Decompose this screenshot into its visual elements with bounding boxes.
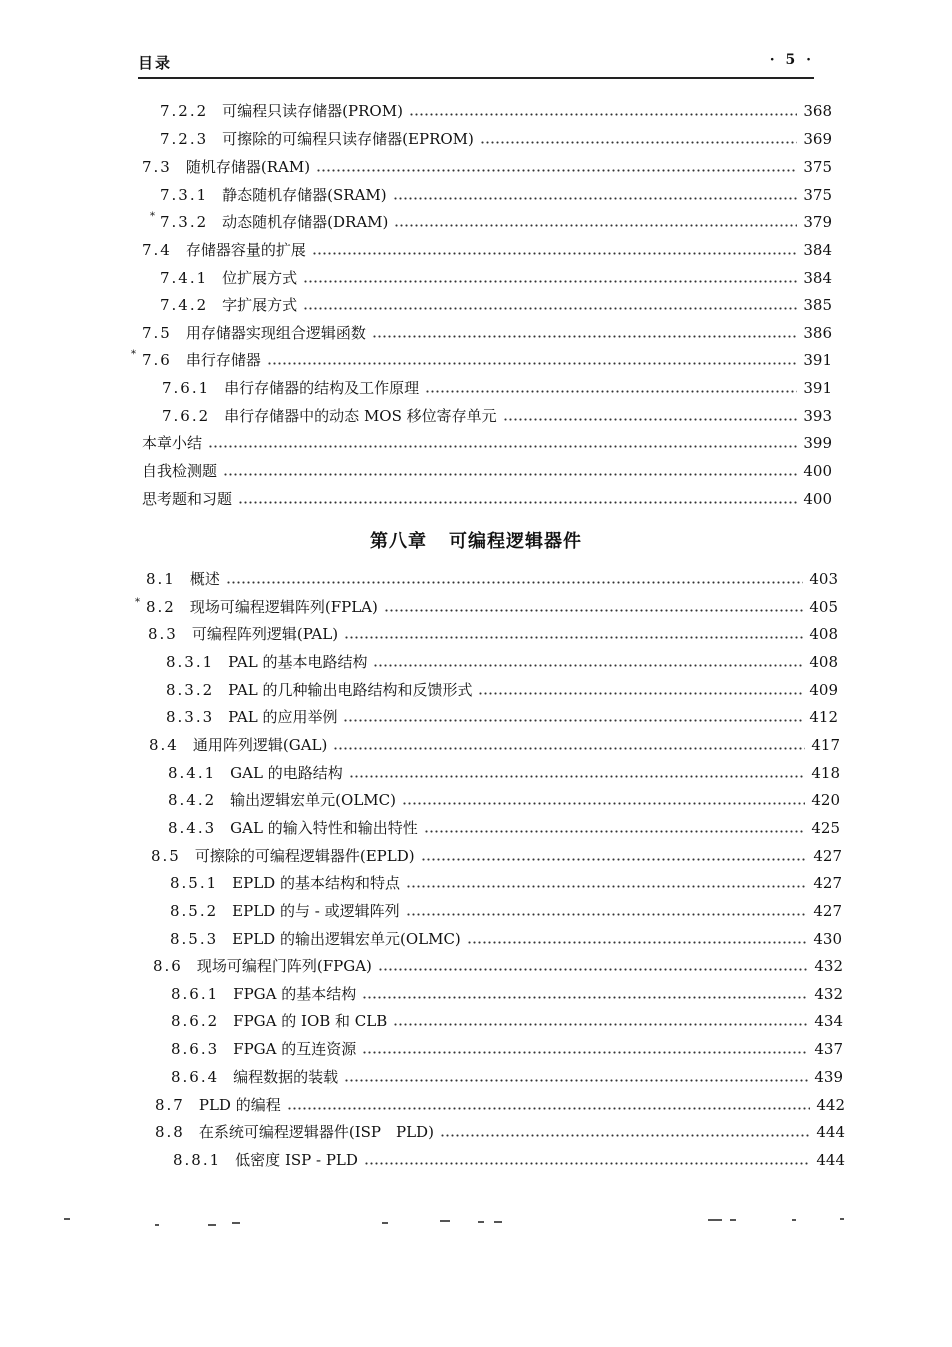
toc-entry-title: EPLD 的基本结构和特点 (232, 874, 400, 892)
toc-entry[interactable] (160, 291, 832, 315)
dot-leader (303, 301, 797, 311)
toc-entry-title: PAL 的几种输出电路结构和反馈形式 (228, 681, 473, 699)
toc-entry-page: 432 (814, 985, 843, 1003)
toc-entry-number: 7.3.2 (160, 213, 209, 231)
running-header (138, 50, 814, 72)
toc-entry[interactable] (146, 593, 838, 617)
toc-entry[interactable] (171, 980, 843, 1004)
toc-entry-number: 8.5.2 (170, 902, 219, 920)
dot-leader (287, 1101, 811, 1111)
toc-entry-title: 串行存储器 (185, 351, 261, 369)
toc-entry-page: 432 (814, 957, 843, 975)
toc-entry-title: 编程数据的装载 (233, 1068, 339, 1086)
toc-entry-number: 7.4.2 (160, 296, 209, 314)
toc-entry[interactable] (160, 181, 832, 205)
toc-entry[interactable] (168, 759, 840, 783)
toc-entry-number: 7.6 (142, 351, 172, 369)
toc-entry-page: 418 (811, 764, 840, 782)
toc-entry[interactable] (149, 731, 840, 755)
toc-entry-title: 串行存储器中的动态 MOS 移位寄存单元 (224, 407, 497, 425)
toc-entry-title: FPGA 的互连资源 (233, 1040, 357, 1058)
toc-entry-page: 420 (811, 791, 840, 809)
toc-entry-number: 7.4 (142, 241, 172, 259)
toc-entry-number: 8.4.2 (168, 791, 217, 809)
toc-entry-title: PAL 的应用举例 (228, 708, 338, 726)
toc-entry-number: 8.3.1 (166, 653, 215, 671)
toc-entry-title: FPGA 的基本结构 (233, 985, 357, 1003)
toc-entry-page: 425 (811, 819, 840, 837)
dot-leader (503, 412, 798, 422)
toc-entry-number: 8.5 (151, 847, 181, 865)
toc-entry-title: 在系统可编程逻辑器件(ISP PLD) (198, 1123, 434, 1141)
dot-leader (402, 796, 805, 806)
toc-entry-page: 427 (813, 847, 842, 865)
toc-entry[interactable] (146, 565, 838, 589)
toc-entry[interactable] (168, 786, 840, 810)
toc-entry-page: 405 (809, 598, 838, 616)
chapter-title: 可编程逻辑器件 (449, 531, 582, 552)
toc-entry-page: 430 (813, 930, 842, 948)
toc-entry[interactable] (142, 319, 832, 343)
toc-entry[interactable] (153, 952, 843, 976)
toc-entry-page: 403 (809, 570, 838, 588)
toc-entry[interactable] (148, 620, 838, 644)
toc-entry-number: 8.3 (148, 625, 178, 643)
toc-entry-page: 385 (803, 296, 832, 314)
toc-entry[interactable] (166, 676, 838, 700)
toc-entry-number: 7.4.1 (160, 269, 209, 287)
toc-entry-number: 8.4.3 (168, 819, 217, 837)
dot-leader (238, 495, 797, 505)
toc-entry[interactable] (170, 869, 842, 893)
dot-leader (343, 713, 803, 723)
dot-leader (226, 575, 803, 585)
scan-artifacts (60, 1214, 860, 1230)
toc-entry[interactable] (162, 402, 832, 426)
toc-entry[interactable] (162, 374, 832, 398)
dot-leader (267, 356, 797, 366)
dot-leader (208, 439, 797, 449)
toc-entry-title: 本章小结 (142, 434, 203, 452)
toc-entry-title: 随机存储器(RAM) (185, 158, 311, 176)
dot-leader (394, 218, 797, 228)
toc-entry-number: 8.3.3 (166, 708, 215, 726)
toc-entry-page: 391 (803, 379, 832, 397)
dot-leader (393, 191, 798, 201)
toc-entry[interactable] (171, 1007, 843, 1031)
toc-entry-title: 可擦除的可编程只读存储器(EPROM) (222, 130, 474, 148)
toc-entry[interactable] (160, 97, 832, 121)
toc-entry-number: 8.6.1 (171, 985, 220, 1003)
toc-entry-page: 375 (803, 158, 832, 176)
toc-entry-number: 7.6.2 (162, 407, 211, 425)
dot-leader (384, 603, 804, 613)
toc-entry[interactable] (151, 842, 842, 866)
toc-entry-page: 409 (809, 681, 838, 699)
toc-entry-number: 7.2.3 (160, 130, 209, 148)
dot-leader (378, 962, 808, 972)
toc-entry-number: 8.2 (146, 598, 176, 616)
toc-entry-title: FPGA 的 IOB 和 CLB (233, 1012, 388, 1030)
dot-leader (344, 630, 803, 640)
header-title: 目录 (138, 54, 173, 72)
dot-leader (362, 990, 808, 1000)
toc-entry[interactable] (155, 1118, 845, 1142)
dot-leader (316, 163, 797, 173)
toc-entry-title: GAL 的电路结构 (230, 764, 343, 782)
toc-entry-title: 串行存储器的结构及工作原理 (224, 379, 420, 397)
toc-entry-title: 思考题和习题 (142, 490, 233, 508)
toc-entry[interactable] (170, 897, 842, 921)
dot-leader (421, 852, 808, 862)
toc-entry-title: 现场可编程门阵列(FPGA) (196, 957, 372, 975)
toc-entry-title: 存储器容量的扩展 (185, 241, 306, 259)
toc-entry-title: 动态随机存储器(DRAM) (222, 213, 389, 231)
optional-section-mark: * (131, 349, 136, 360)
toc-entry-page: 427 (813, 874, 842, 892)
toc-entry-title: 用存储器实现组合逻辑函数 (185, 324, 366, 342)
dot-leader (393, 1017, 808, 1027)
toc-entry-page: 444 (816, 1151, 845, 1169)
dot-leader (364, 1156, 810, 1166)
dot-leader (372, 329, 797, 339)
dot-leader (333, 741, 805, 751)
dot-leader (373, 658, 803, 668)
toc-entry-title: 可编程只读存储器(PROM) (222, 102, 403, 120)
toc-entry[interactable] (166, 648, 838, 672)
toc-entry[interactable] (173, 1146, 845, 1170)
dot-leader (424, 824, 806, 834)
toc-entry-title: 字扩展方式 (222, 296, 298, 314)
toc-entry-title: GAL 的输入特性和输出特性 (230, 819, 418, 837)
toc-entry[interactable] (142, 457, 832, 481)
toc-entry[interactable] (171, 1063, 843, 1087)
toc-entry-page: 384 (803, 241, 832, 259)
toc-entry-number: 7.2.2 (160, 102, 209, 120)
toc-entry-page: 369 (803, 130, 832, 148)
toc-entry[interactable] (168, 814, 840, 838)
toc-entry-page: 442 (816, 1096, 845, 1114)
toc-entry-page: 379 (803, 213, 832, 231)
toc-entry-page: 399 (803, 434, 832, 452)
toc-entry-page: 408 (809, 653, 838, 671)
toc-entry-page: 437 (814, 1040, 843, 1058)
toc-entry[interactable] (155, 1091, 845, 1115)
toc-entry-page: 391 (803, 351, 832, 369)
toc-entry-number: 8.4 (149, 736, 179, 754)
toc-entry-number: 8.8.1 (173, 1151, 222, 1169)
dot-leader (344, 1073, 808, 1083)
toc-entry-page: 400 (803, 490, 832, 508)
toc-entry-number: 8.6.3 (171, 1040, 220, 1058)
toc-entry-title: 低密度 ISP - PLD (235, 1151, 358, 1169)
toc-entry-title: EPLD 的输出逻辑宏单元(OLMC) (232, 930, 461, 948)
toc-entry-title: 静态随机存储器(SRAM) (222, 186, 387, 204)
header-rule (138, 77, 814, 79)
toc-entry-page: 427 (813, 902, 842, 920)
toc-entry-page: 400 (803, 462, 832, 480)
toc-entry[interactable] (170, 925, 842, 949)
dot-leader (467, 935, 808, 945)
toc-entry[interactable] (142, 236, 832, 260)
optional-section-mark: * (150, 211, 155, 222)
toc-entry-title: PAL 的基本电路结构 (228, 653, 368, 671)
toc-entry-title: 可擦除的可编程逻辑器件(EPLD) (194, 847, 415, 865)
toc-entry-number: 8.8 (155, 1123, 185, 1141)
toc-entry-title: PLD 的编程 (198, 1096, 281, 1114)
toc-entry-number: 8.6.4 (171, 1068, 220, 1086)
dot-leader (349, 769, 806, 779)
toc-entry-page: 417 (811, 736, 840, 754)
toc-entry-number: 7.3.1 (160, 186, 209, 204)
toc-entry[interactable] (160, 264, 832, 288)
toc-entry-number: 7.3 (142, 158, 172, 176)
toc-entry-title: 通用阵列逻辑(GAL) (192, 736, 328, 754)
toc-entry-page: 412 (809, 708, 838, 726)
toc-entry-number: 8.5.3 (170, 930, 219, 948)
toc-entry[interactable] (160, 208, 832, 232)
chapter-label: 第八章 (370, 531, 427, 552)
toc-entry-page: 384 (803, 269, 832, 287)
toc-entry-number: 8.1 (146, 570, 176, 588)
toc-entry-title: 输出逻辑宏单元(OLMC) (230, 791, 396, 809)
toc-entry[interactable] (160, 125, 832, 149)
toc-entry[interactable] (166, 703, 838, 727)
toc-entry[interactable] (142, 429, 832, 453)
toc-entry-title: 可编程阵列逻辑(PAL) (191, 625, 339, 643)
dot-leader (303, 274, 797, 284)
toc-entry-number: 8.7 (155, 1096, 185, 1114)
toc-entry-page: 393 (803, 407, 832, 425)
toc-entry[interactable] (142, 485, 832, 509)
toc-entry-number: 7.5 (142, 324, 172, 342)
toc-entry-title: 概述 (189, 570, 220, 588)
dot-leader (223, 467, 797, 477)
chapter-heading (0, 527, 952, 553)
toc-entry[interactable] (142, 153, 832, 177)
toc-entry-title: 自我检测题 (142, 462, 218, 480)
dot-leader (362, 1045, 808, 1055)
toc-entry-title: 现场可编程逻辑阵列(FPLA) (189, 598, 378, 616)
toc-entry-page: 386 (803, 324, 832, 342)
toc-entry-page: 368 (803, 102, 832, 120)
toc-entry-number: 8.3.2 (166, 681, 215, 699)
toc-entry-number: 8.6 (153, 957, 183, 975)
toc-entry[interactable] (142, 346, 832, 370)
dot-leader (406, 879, 807, 889)
dot-leader (440, 1128, 810, 1138)
optional-section-mark: * (135, 597, 140, 608)
toc-entry-title: EPLD 的与 - 或逻辑阵列 (232, 902, 400, 920)
dot-leader (478, 686, 803, 696)
toc-entry-title: 位扩展方式 (222, 269, 298, 287)
header-page-number: · 5 · (769, 52, 814, 68)
dot-leader (406, 907, 808, 917)
toc-entry-number: 8.6.2 (171, 1012, 220, 1030)
dot-leader (425, 384, 797, 394)
toc-entry-page: 444 (816, 1123, 845, 1141)
dot-leader (312, 246, 797, 256)
dot-leader (409, 107, 797, 117)
toc-entry-number: 8.4.1 (168, 764, 217, 782)
toc-entry-page: 439 (814, 1068, 843, 1086)
toc-entry[interactable] (171, 1035, 843, 1059)
toc-entry-page: 408 (809, 625, 838, 643)
toc-entry-page: 375 (803, 186, 832, 204)
toc-entry-page: 434 (814, 1012, 843, 1030)
toc-entry-number: 7.6.1 (162, 379, 211, 397)
dot-leader (480, 135, 797, 145)
toc-entry-number: 8.5.1 (170, 874, 219, 892)
